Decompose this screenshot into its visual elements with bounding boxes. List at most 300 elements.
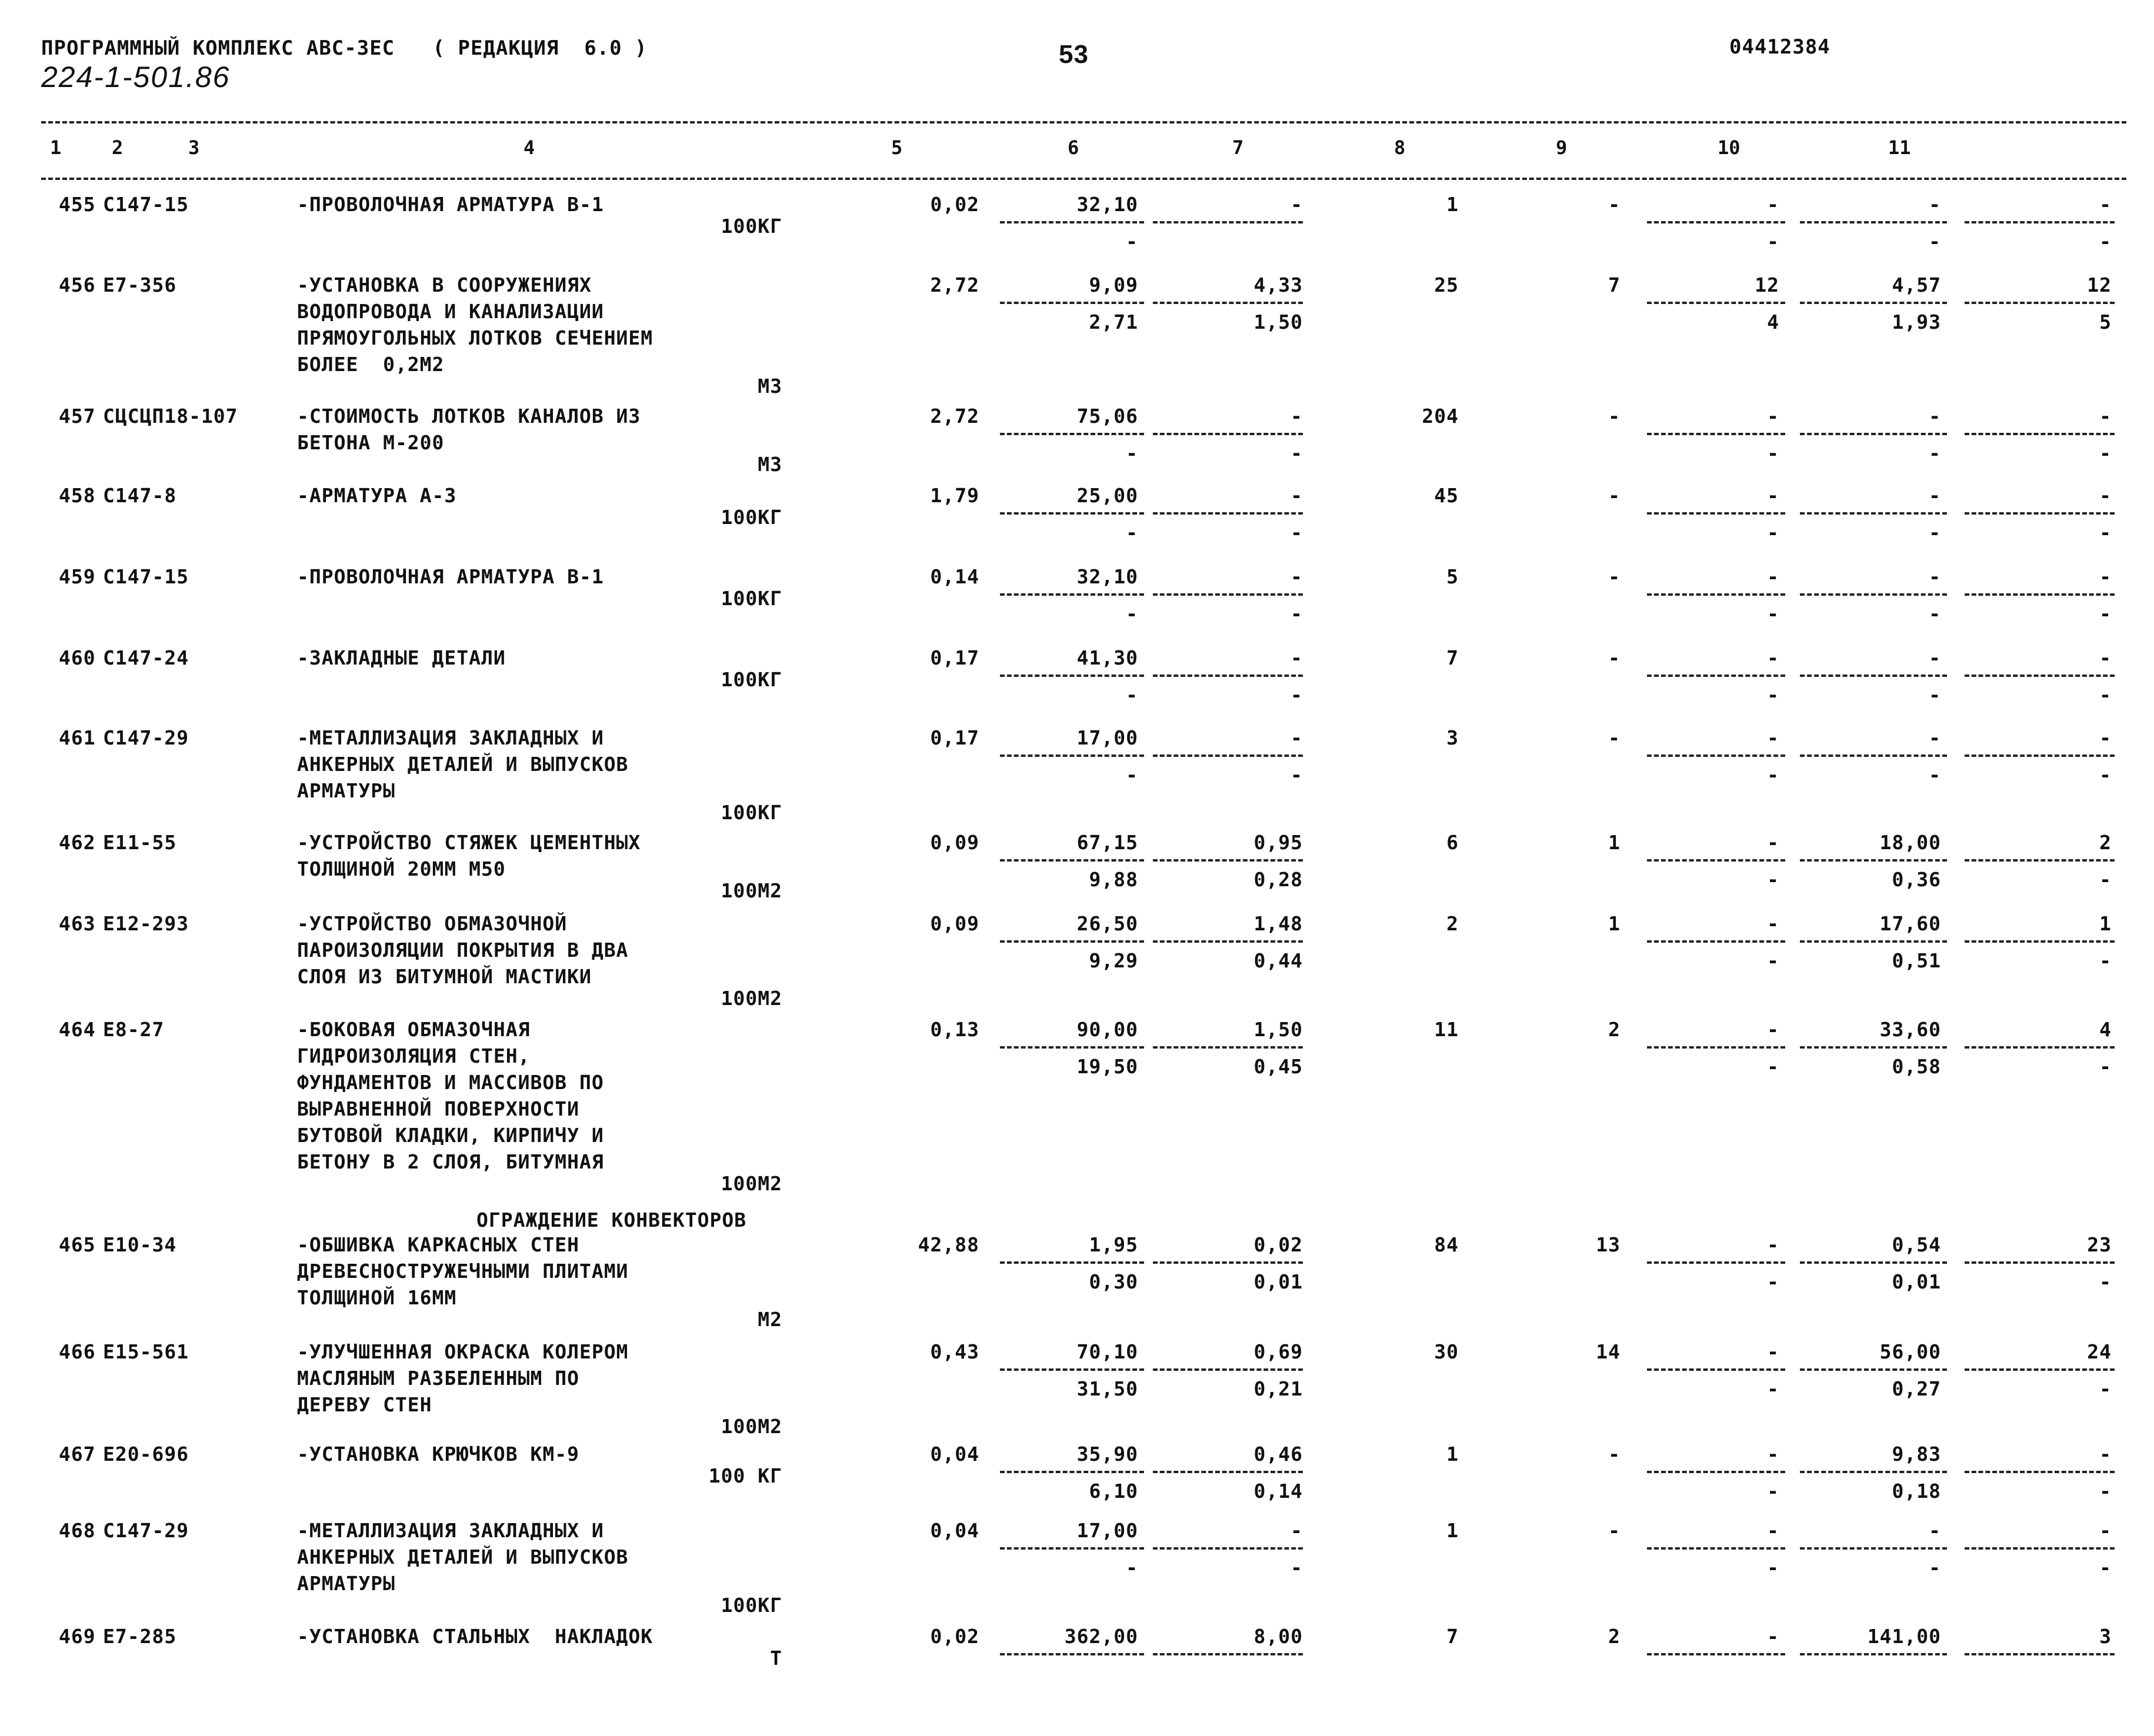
cell-col9-sub: - (1767, 1556, 1779, 1579)
cell-col8: 14 (1596, 1340, 1620, 1363)
separator-col10 (1800, 1471, 1947, 1473)
separator-col5 (1000, 1471, 1144, 1473)
cell-col9: - (1767, 831, 1779, 854)
separator-col5 (1000, 755, 1144, 757)
cell-col6: - (1291, 565, 1303, 588)
cell-col5-sub: 31,50 (1076, 1377, 1138, 1400)
cell-col5: 90,00 (1076, 1018, 1138, 1041)
cell-col11: - (2099, 726, 2112, 749)
cell-col5-sub: 19,50 (1076, 1055, 1138, 1078)
cell-col6: 1,50 (1253, 1018, 1303, 1041)
cell-col9: - (1767, 1519, 1779, 1542)
program-title: ПРОГРАММНЫЙ КОМПЛЕКС АВС-ЗЕС ( РЕДАКЦИЯ 6.0 ) (41, 36, 648, 60)
separator-col11 (1965, 1368, 2115, 1371)
row-description: -УСТАНОВКА СТАЛЬНЫХ НАКЛАДОК (297, 1625, 653, 1648)
cell-col9: - (1767, 193, 1779, 216)
cell-col10: 17,60 (1879, 912, 1941, 935)
separator-col10 (1800, 1261, 1947, 1264)
cell-col7: 6 (1446, 831, 1459, 854)
separator-col9 (1647, 593, 1785, 596)
header-rule-top (41, 121, 2126, 123)
separator-col9 (1647, 940, 1785, 943)
cell-col4: 0,17 (930, 726, 979, 749)
row-description: АНКЕРНЫХ ДЕТАЛЕЙ И ВЫПУСКОВ (297, 1545, 629, 1568)
row-description: ДРЕВЕСНОСТРУЖЕЧНЫМИ ПЛИТАМИ (297, 1260, 629, 1283)
cell-col10: 9,83 (1892, 1443, 1941, 1465)
row-description: ГИДРОИЗОЛЯЦИЯ СТЕН, (297, 1044, 531, 1067)
cell-col9-sub: - (1767, 949, 1779, 972)
separator-col9 (1647, 512, 1785, 515)
row-description: АРМАТУРЫ (297, 779, 395, 802)
separator-col10 (1800, 1547, 1947, 1550)
cell-col5: 17,00 (1076, 726, 1138, 749)
cell-col10: - (1929, 565, 1941, 588)
cell-col7: 30 (1434, 1340, 1459, 1363)
cell-col11-sub: - (2099, 763, 2112, 786)
cell-col8: 13 (1596, 1233, 1620, 1256)
cell-col9-sub: - (1767, 442, 1779, 465)
cell-col9: - (1767, 1233, 1779, 1256)
row-unit: 100КГ (721, 668, 782, 691)
cell-col10: - (1929, 405, 1941, 428)
cell-col9: - (1767, 1018, 1779, 1041)
row-unit: 100М2 (721, 1172, 782, 1195)
row-number: 467 (59, 1443, 96, 1465)
cell-col10: 0,54 (1892, 1233, 1941, 1256)
row-description: ПРЯМОУГОЛЬНЫХ ЛОТКОВ СЕЧЕНИЕМ (297, 326, 653, 349)
header-rule-bottom (41, 178, 2126, 180)
separator-col11 (1965, 221, 2115, 223)
separator-col10 (1800, 755, 1947, 757)
page-number: 53 (1059, 40, 1089, 69)
cell-col8: 1 (1608, 831, 1620, 854)
cell-col7: 2 (1446, 912, 1459, 935)
cell-col7: 5 (1446, 565, 1459, 588)
cell-col6: - (1291, 405, 1303, 428)
column-header-9: 9 (1556, 136, 1568, 159)
separator-col10 (1800, 1046, 1947, 1049)
cell-col11: 1 (2099, 912, 2112, 935)
cell-col10-sub: 0,58 (1892, 1055, 1941, 1078)
cell-col11: 23 (2087, 1233, 2112, 1256)
separator-col6 (1153, 593, 1303, 596)
row-description: -ЗАКЛАДНЫЕ ДЕТАЛИ (297, 646, 506, 669)
cell-col6-sub: 0,44 (1253, 949, 1303, 972)
cell-col6: - (1291, 726, 1303, 749)
row-description: ДЕРЕВУ СТЕН (297, 1393, 432, 1416)
separator-col6 (1153, 940, 1303, 943)
row-unit: 100М2 (721, 987, 782, 1010)
separator-col9 (1647, 302, 1785, 304)
row-code: С147-8 (103, 484, 177, 507)
separator-col6 (1153, 1653, 1303, 1655)
document-number: 224-1-501.86 (41, 61, 231, 94)
separator-col11 (1965, 1547, 2115, 1550)
cell-col9: 12 (1755, 273, 1779, 296)
row-description: ТОЛЩИНОЙ 16ММ (297, 1286, 457, 1309)
cell-col6: 8,00 (1253, 1625, 1303, 1648)
row-description: -УСТАНОВКА В СООРУЖЕНИЯХ (297, 273, 592, 296)
cell-col6-sub: - (1291, 683, 1303, 706)
separator-col9 (1647, 1368, 1785, 1371)
cell-col11: 24 (2087, 1340, 2112, 1363)
separator-col6 (1153, 433, 1303, 435)
row-code: Е15-561 (103, 1340, 189, 1363)
row-description: -УСТАНОВКА КРЮЧКОВ КМ-9 (297, 1443, 579, 1465)
cell-col4: 0,14 (930, 565, 979, 588)
row-unit: 100КГ (721, 1594, 782, 1617)
cell-col9-sub: - (1767, 1377, 1779, 1400)
cell-col5-sub: 9,29 (1089, 949, 1138, 972)
cell-col11: - (2099, 193, 2112, 216)
cell-col9: - (1767, 1443, 1779, 1465)
row-number: 466 (59, 1340, 96, 1363)
cell-col10: 18,00 (1879, 831, 1941, 854)
cell-col10: - (1929, 193, 1941, 216)
row-description: БЕТОНА М-200 (297, 431, 445, 454)
cell-col7: 7 (1446, 646, 1459, 669)
row-number: 461 (59, 726, 96, 749)
cell-col10: 33,60 (1879, 1018, 1941, 1041)
row-code: Е11-55 (103, 831, 177, 854)
separator-col9 (1647, 433, 1785, 435)
cell-col9-sub: - (1767, 602, 1779, 625)
separator-col6 (1153, 221, 1303, 223)
cell-col6-sub: - (1291, 1556, 1303, 1579)
cell-col10-sub: - (1929, 442, 1941, 465)
cell-col6-sub: 0,28 (1253, 868, 1303, 891)
cell-col10-sub: - (1929, 1556, 1941, 1579)
separator-col5 (1000, 1653, 1144, 1655)
row-number: 462 (59, 831, 96, 854)
separator-col5 (1000, 512, 1144, 515)
cell-col9-sub: - (1767, 230, 1779, 253)
cell-col6: 0,95 (1253, 831, 1303, 854)
row-code: С147-29 (103, 1519, 189, 1542)
cell-col8: - (1608, 484, 1620, 507)
cell-col5-sub: - (1126, 230, 1138, 253)
cell-col11: - (2099, 646, 2112, 669)
cell-col11-sub: - (2099, 521, 2112, 544)
cell-col10-sub: 0,27 (1892, 1377, 1941, 1400)
row-unit: М3 (758, 453, 782, 476)
cell-col6-sub: 0,21 (1253, 1377, 1303, 1400)
cell-col9-sub: - (1767, 521, 1779, 544)
cell-col6: - (1291, 193, 1303, 216)
cell-col8: - (1608, 726, 1620, 749)
cell-col7: 204 (1422, 405, 1459, 428)
cell-col6: - (1291, 646, 1303, 669)
cell-col11: - (2099, 1519, 2112, 1542)
row-code: СЦСЦП18-107 (103, 405, 238, 428)
column-header-7: 7 (1232, 136, 1244, 159)
separator-col11 (1965, 512, 2115, 515)
cell-col4: 0,17 (930, 646, 979, 669)
cell-col11-sub: - (2099, 602, 2112, 625)
separator-col11 (1965, 433, 2115, 435)
separator-col6 (1153, 1368, 1303, 1371)
cell-col6-sub: 0,14 (1253, 1480, 1303, 1503)
separator-col11 (1965, 1471, 2115, 1473)
row-code: Е20-696 (103, 1443, 189, 1465)
cell-col9: - (1767, 1625, 1779, 1648)
separator-col9 (1647, 1046, 1785, 1049)
separator-col6 (1153, 1261, 1303, 1264)
row-description: ВЫРАВНЕННОЙ ПОВЕРХНОСТИ (297, 1097, 579, 1120)
cell-col10-sub: - (1929, 230, 1941, 253)
separator-col10 (1800, 859, 1947, 862)
cell-col9: - (1767, 565, 1779, 588)
cell-col5-sub: 0,30 (1089, 1270, 1138, 1293)
cell-col10-sub: - (1929, 763, 1941, 786)
row-code: Е7-285 (103, 1625, 177, 1648)
cell-col6-sub: 0,45 (1253, 1055, 1303, 1078)
cell-col9-sub: - (1767, 1480, 1779, 1503)
row-code: Е8-27 (103, 1018, 165, 1041)
row-description: -УСТРОЙСТВО ОБМАЗОЧНОЙ (297, 912, 568, 935)
cell-col6: 4,33 (1253, 273, 1303, 296)
separator-col11 (1965, 940, 2115, 943)
cell-col8: - (1608, 1443, 1620, 1465)
cell-col5-sub: - (1126, 683, 1138, 706)
cell-col11: 3 (2099, 1625, 2112, 1648)
section-title: ОГРАЖДЕНИЕ КОНВЕКТОРОВ (476, 1208, 747, 1231)
cell-col10-sub: - (1929, 521, 1941, 544)
cell-col10: - (1929, 484, 1941, 507)
row-description: АНКЕРНЫХ ДЕТАЛЕЙ И ВЫПУСКОВ (297, 753, 629, 776)
row-number: 456 (59, 273, 96, 296)
cell-col6: 1,48 (1253, 912, 1303, 935)
separator-col9 (1647, 221, 1785, 223)
cell-col11-sub: - (2099, 683, 2112, 706)
row-description: -УЛУЧШЕННАЯ ОКРАСКА КОЛЕРОМ (297, 1340, 629, 1363)
cell-col7: 1 (1446, 1443, 1459, 1465)
separator-col9 (1647, 1471, 1785, 1473)
cell-col6: - (1291, 484, 1303, 507)
cell-col7: 84 (1434, 1233, 1459, 1256)
cell-col11: - (2099, 565, 2112, 588)
separator-col11 (1965, 1261, 2115, 1264)
separator-col5 (1000, 1547, 1144, 1550)
row-description: МАСЛЯНЫМ РАЗБЕЛЕННЫМ ПО (297, 1367, 579, 1390)
row-description: БУТОВОЙ КЛАДКИ, КИРПИЧУ И (297, 1124, 604, 1147)
row-description: -МЕТАЛЛИЗАЦИЯ ЗАКЛАДНЫХ И (297, 726, 604, 749)
column-header-3: 3 (188, 136, 200, 159)
cell-col9: - (1767, 484, 1779, 507)
cell-col9-sub: 4 (1767, 311, 1779, 333)
row-unit: 100КГ (721, 801, 782, 824)
cell-col10-sub: - (1929, 602, 1941, 625)
cell-col6-sub: - (1291, 602, 1303, 625)
cell-col9-sub: - (1767, 1270, 1779, 1293)
row-description: АРМАТУРЫ (297, 1572, 395, 1595)
cell-col4: 2,72 (930, 273, 979, 296)
separator-col6 (1153, 755, 1303, 757)
row-code: Е10-34 (103, 1233, 177, 1256)
cell-col9: - (1767, 726, 1779, 749)
column-header-6: 6 (1068, 136, 1079, 159)
row-unit: М2 (758, 1308, 782, 1331)
separator-col10 (1800, 940, 1947, 943)
separator-col11 (1965, 1653, 2115, 1655)
cell-col5-sub: - (1126, 521, 1138, 544)
separator-col6 (1153, 859, 1303, 862)
cell-col11: 4 (2099, 1018, 2112, 1041)
cell-col7: 45 (1434, 484, 1459, 507)
cell-col10: 4,57 (1892, 273, 1941, 296)
separator-col9 (1647, 675, 1785, 677)
cell-col6-sub: - (1291, 521, 1303, 544)
cell-col6-sub: - (1291, 763, 1303, 786)
separator-col5 (1000, 940, 1144, 943)
separator-col10 (1800, 433, 1947, 435)
cell-col5-sub: 6,10 (1089, 1480, 1138, 1503)
cell-col11: - (2099, 1443, 2112, 1465)
separator-col10 (1800, 512, 1947, 515)
row-number: 460 (59, 646, 96, 669)
cell-col10: 141,00 (1867, 1625, 1941, 1648)
cell-col6: 0,02 (1253, 1233, 1303, 1256)
cell-col5-sub: 9,88 (1089, 868, 1138, 891)
row-description: ВОДОПРОВОДА И КАНАЛИЗАЦИИ (297, 300, 604, 323)
cell-col7: 1 (1446, 1519, 1459, 1542)
cell-col4: 42,88 (918, 1233, 979, 1256)
cell-col10-sub: 0,36 (1892, 868, 1941, 891)
separator-col11 (1965, 675, 2115, 677)
separator-col10 (1800, 221, 1947, 223)
separator-col11 (1965, 302, 2115, 304)
cell-col4: 0,13 (930, 1018, 979, 1041)
cell-col10: - (1929, 1519, 1941, 1542)
row-unit: М3 (758, 375, 782, 398)
cell-col5: 32,10 (1076, 193, 1138, 216)
row-number: 468 (59, 1519, 96, 1542)
separator-col6 (1153, 512, 1303, 515)
row-description: БЕТОНУ В 2 СЛОЯ, БИТУМНАЯ (297, 1150, 604, 1173)
row-description: БОЛЕЕ 0,2М2 (297, 353, 445, 376)
row-unit: 100КГ (721, 506, 782, 529)
row-description: ПАРОИЗОЛЯЦИИ ПОКРЫТИЯ В ДВА (297, 939, 629, 962)
cell-col9-sub: - (1767, 763, 1779, 786)
cell-col6: 0,69 (1253, 1340, 1303, 1363)
separator-col6 (1153, 302, 1303, 304)
separator-col5 (1000, 859, 1144, 862)
cell-col8: - (1608, 405, 1620, 428)
cell-col8: 2 (1608, 1018, 1620, 1041)
cell-col11-sub: - (2099, 230, 2112, 253)
row-description: -ПРОВОЛОЧНАЯ АРМАТУРА В-1 (297, 565, 604, 588)
row-unit: 100М2 (721, 1415, 782, 1438)
cell-col4: 0,04 (930, 1443, 979, 1465)
cell-col5: 75,06 (1076, 405, 1138, 428)
cell-col5: 35,90 (1076, 1443, 1138, 1465)
cell-col6-sub: 0,01 (1253, 1270, 1303, 1293)
cell-col11-sub: 5 (2099, 311, 2112, 333)
cell-col8: - (1608, 646, 1620, 669)
row-code: Е12-293 (103, 912, 189, 935)
cell-col10: - (1929, 726, 1941, 749)
separator-col5 (1000, 302, 1144, 304)
row-description: -СТОИМОСТЬ ЛОТКОВ КАНАЛОВ ИЗ (297, 405, 641, 428)
cell-col10-sub: - (1929, 683, 1941, 706)
cell-col11-sub: - (2099, 1480, 2112, 1503)
cell-col4: 0,09 (930, 831, 979, 854)
row-number: 463 (59, 912, 96, 935)
cell-col11-sub: - (2099, 1270, 2112, 1293)
cell-col7: 7 (1446, 1625, 1459, 1648)
cell-col4: 2,72 (930, 405, 979, 428)
cell-col4: 0,02 (930, 1625, 979, 1648)
cell-col8: - (1608, 565, 1620, 588)
row-number: 465 (59, 1233, 96, 1256)
cell-col5: 67,15 (1076, 831, 1138, 854)
separator-col6 (1153, 1471, 1303, 1473)
separator-col10 (1800, 1653, 1947, 1655)
row-description: -БОКОВАЯ ОБМАЗОЧНАЯ (297, 1018, 531, 1041)
cell-col6: - (1291, 1519, 1303, 1542)
separator-col9 (1647, 859, 1785, 862)
separator-col9 (1647, 1547, 1785, 1550)
cell-col5: 362,00 (1064, 1625, 1138, 1648)
cell-col7: 25 (1434, 273, 1459, 296)
cell-col5: 32,10 (1076, 565, 1138, 588)
separator-col9 (1647, 1261, 1785, 1264)
row-unit: 100КГ (721, 215, 782, 238)
row-description: -ОБШИВКА КАРКАСНЫХ СТЕН (297, 1233, 579, 1256)
row-code: Е7-356 (103, 273, 177, 296)
column-header-1: 1 (50, 136, 62, 159)
cell-col9: - (1767, 1340, 1779, 1363)
cell-col5-sub: - (1126, 1556, 1138, 1579)
cell-col10-sub: 0,51 (1892, 949, 1941, 972)
document-code: 04412384 (1729, 35, 1830, 59)
row-number: 469 (59, 1625, 96, 1648)
cell-col10-sub: 0,18 (1892, 1480, 1941, 1503)
row-description: -АРМАТУРА А-3 (297, 484, 457, 507)
cell-col8: 1 (1608, 912, 1620, 935)
cell-col5: 41,30 (1076, 646, 1138, 669)
cell-col7: 1 (1446, 193, 1459, 216)
cell-col10-sub: 0,01 (1892, 1270, 1941, 1293)
row-code: С147-15 (103, 193, 189, 216)
separator-col11 (1965, 755, 2115, 757)
separator-col6 (1153, 1547, 1303, 1550)
cell-col9: - (1767, 646, 1779, 669)
cell-col5-sub: - (1126, 442, 1138, 465)
row-number: 458 (59, 484, 96, 507)
column-header-5: 5 (891, 136, 903, 159)
separator-col10 (1800, 675, 1947, 677)
cell-col4: 0,04 (930, 1519, 979, 1542)
row-unit: 100КГ (721, 587, 782, 610)
cell-col10: 56,00 (1879, 1340, 1941, 1363)
row-description: -ПРОВОЛОЧНАЯ АРМАТУРА В-1 (297, 193, 604, 216)
cell-col5: 25,00 (1076, 484, 1138, 507)
cell-col7: 3 (1446, 726, 1459, 749)
separator-col5 (1000, 221, 1144, 223)
row-description: ФУНДАМЕНТОВ И МАССИВОВ ПО (297, 1071, 604, 1094)
cell-col11: 2 (2099, 831, 2112, 854)
column-header-4: 4 (524, 136, 535, 159)
cell-col4: 0,02 (930, 193, 979, 216)
separator-col11 (1965, 593, 2115, 596)
cell-col11: - (2099, 405, 2112, 428)
separator-col6 (1153, 675, 1303, 677)
cell-col4: 0,09 (930, 912, 979, 935)
cell-col7: 11 (1434, 1018, 1459, 1041)
cell-col8: 7 (1608, 273, 1620, 296)
column-header-10: 10 (1718, 136, 1740, 159)
